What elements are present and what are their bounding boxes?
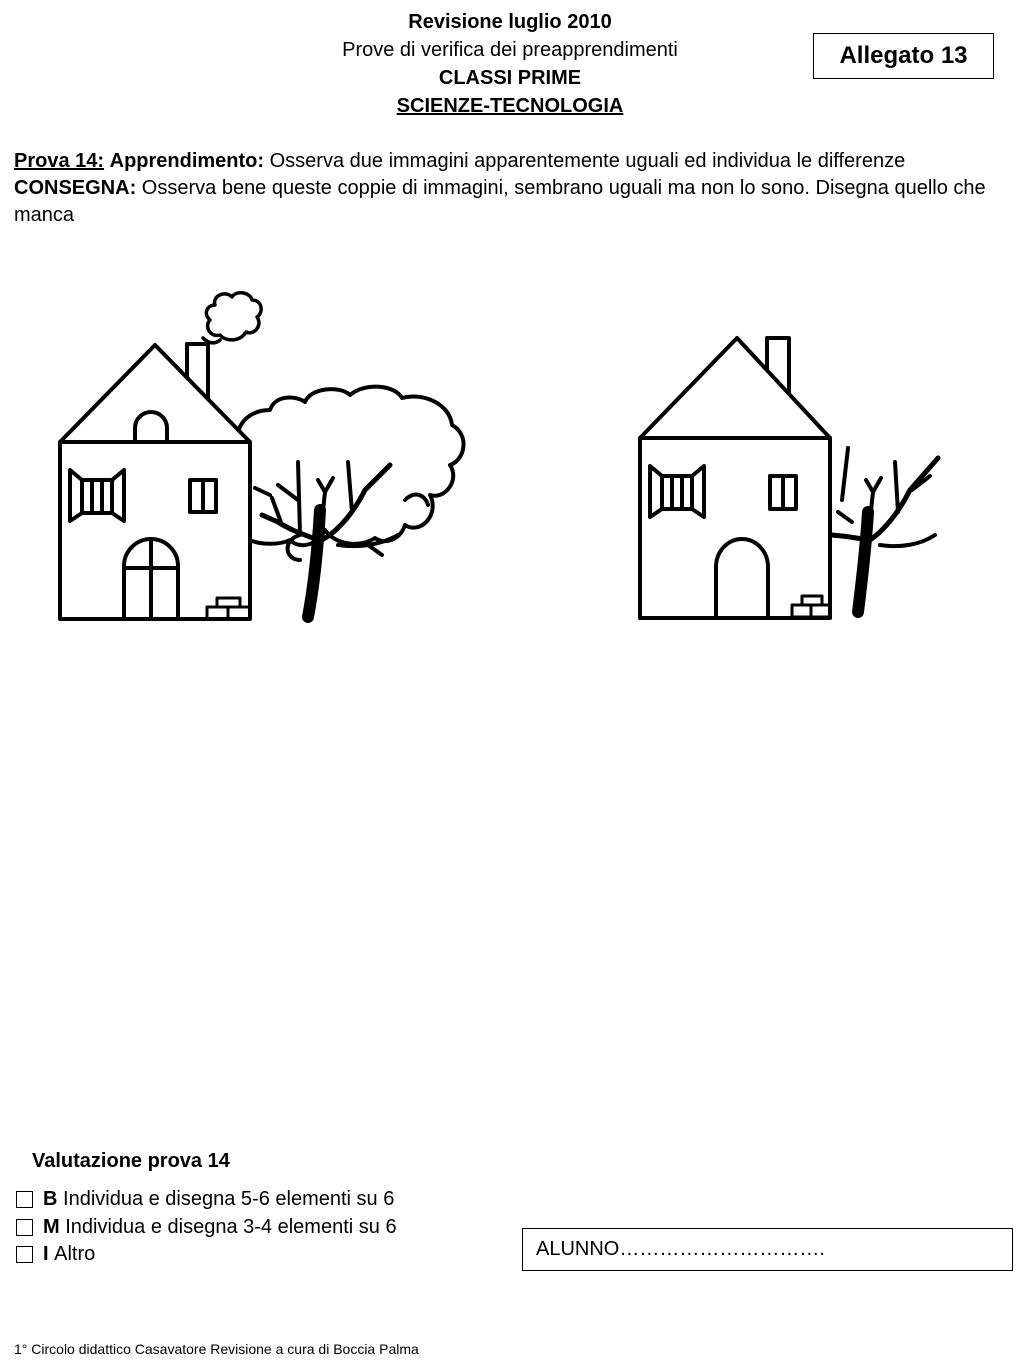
grade-i: I — [43, 1243, 49, 1265]
option-i — [16, 1241, 397, 1269]
class-label: CLASSI PRIME — [438, 67, 582, 89]
left-smoke — [203, 293, 261, 343]
option-m — [16, 1214, 397, 1242]
option-m-text: Individua e disegna 3-4 elementi su 6 — [65, 1215, 397, 1238]
right-scene — [640, 338, 938, 618]
revision-date: Revisione luglio 2010 — [408, 11, 612, 33]
checkbox-m[interactable] — [16, 1219, 33, 1236]
consegna-text: Osserva bene queste coppie di immagini, sembrano uguali ma non lo sono. Disegna quello che manca — [14, 177, 986, 226]
subject-label: SCIENZE-TECNOLOGIA — [396, 95, 624, 117]
checkbox-b[interactable] — [16, 1191, 33, 1208]
left-house-wall — [60, 442, 250, 619]
prova-label: Prova 14: — [14, 150, 105, 172]
option-b — [16, 1186, 397, 1214]
grade-m: M — [43, 1215, 60, 1238]
left-scene — [60, 293, 464, 619]
option-b-text: Individua e disegna 5-6 elementi su 6 — [63, 1188, 395, 1210]
instructions — [14, 148, 1014, 229]
checkbox-i[interactable] — [16, 1246, 33, 1263]
house-comparison-drawing — [0, 280, 1024, 640]
valutazione-options — [16, 1186, 397, 1269]
alunno-field[interactable]: ALUNNO…………………………. — [522, 1228, 1013, 1271]
right-roof — [640, 338, 830, 438]
left-roof — [60, 345, 250, 442]
right-house-wall — [640, 438, 830, 618]
option-i-text: Altro — [54, 1243, 96, 1265]
footer: 1° Circolo didattico Casavatore Revisione a cura di Boccia Palma — [14, 1341, 419, 1357]
allegato-box: Allegato 13 — [813, 33, 994, 79]
right-tree — [832, 448, 938, 612]
consegna-label: CONSEGNA: — [14, 177, 137, 199]
apprendimento-text: Osserva due immagini apparentemente uguali ed individua le differenze — [269, 150, 906, 172]
grade-b: B — [43, 1188, 58, 1210]
valutazione-title: Valutazione prova 14 — [32, 1150, 230, 1172]
document-subtitle: Prove di verifica dei preapprendimenti — [342, 39, 678, 61]
apprendimento-label: Apprendimento: — [109, 150, 265, 172]
